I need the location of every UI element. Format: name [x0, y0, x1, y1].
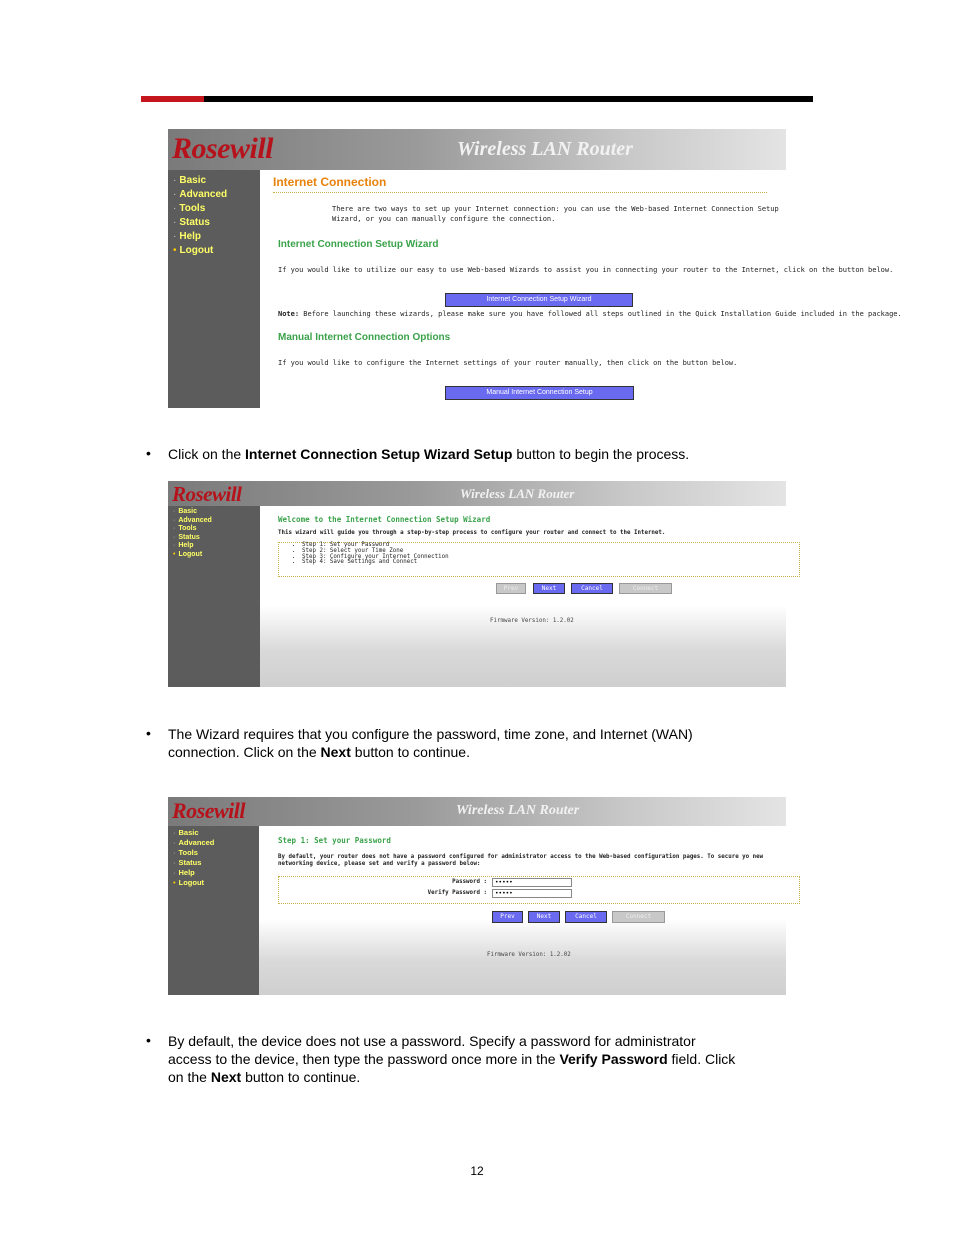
sidebar — [168, 826, 259, 995]
password-intro: By default, your router does not have a password configured for administrator access to the Web-based configuration pages. To secure yo new networking device, please set and verify a password below: — [278, 854, 764, 867]
bullet: • — [146, 445, 151, 461]
verify-password-input[interactable] — [492, 889, 572, 898]
menu-item-logout[interactable]: • Logout — [173, 878, 205, 887]
step-item: • Step 2: Select your Time Zone — [302, 549, 449, 555]
screenshot-internet-connection — [168, 129, 902, 408]
router-title: Wireless LAN Router — [457, 138, 633, 160]
menu-item-logout[interactable]: • Logout — [173, 550, 203, 558]
menu-item-basic[interactable]: · Basic — [173, 508, 198, 515]
screenshot-setup-wizard — [168, 481, 786, 687]
firmware-version: Firmware Version: 1.2.02 — [487, 952, 571, 958]
menu-item-help[interactable]: · Help — [173, 542, 194, 550]
prev-button[interactable]: Prev — [496, 583, 526, 594]
setup-wizard-button[interactable]: Internet Connection Setup Wizard — [445, 293, 633, 307]
menu-item-basic[interactable]: · Basic — [173, 828, 199, 837]
header-rule-accent — [141, 96, 204, 102]
note-text: Note: Before launching these wizards, please make sure you have followed all steps outlined in the Quick Installation Guide included in the package. — [278, 310, 902, 318]
connect-button[interactable]: Connect — [619, 583, 672, 594]
menu-item-status[interactable]: · Status — [173, 858, 202, 867]
wizard-title: Welcome to the Internet Connection Setup Wizard — [278, 515, 491, 524]
rosewill-logo: Rosewill — [172, 132, 274, 165]
password-label: Password : — [452, 879, 487, 885]
sidebar-menu — [173, 174, 227, 258]
sidebar-menu — [173, 828, 214, 888]
connect-button[interactable]: Connect — [612, 911, 665, 923]
menu-item-tools[interactable]: · Tools — [173, 525, 197, 533]
instruction-paragraph-1: Click on the Internet Connection Setup Wizard Setup button to begin the process. — [168, 446, 690, 462]
firmware-version: Firmware Version: 1.2.02 — [490, 618, 574, 624]
paragraph-line: access to the device, then type the password once more in the Verify Password field. Click — [168, 1051, 736, 1067]
bullet: • — [146, 725, 151, 741]
menu-item-help[interactable]: · Help — [173, 231, 202, 242]
router-title: Wireless LAN Router — [460, 486, 575, 501]
manual-setup-button[interactable]: Manual Internet Connection Setup — [445, 386, 634, 400]
step-item: • Step 1: Set your Password — [302, 543, 449, 549]
next-button[interactable]: Next — [528, 911, 560, 923]
verify-password-label: Verify Password : — [427, 890, 487, 896]
prev-button[interactable]: Prev — [492, 911, 523, 923]
menu-item-advanced[interactable]: · Advanced — [173, 838, 215, 847]
paragraph-line: The Wizard requires that you configure the password, time zone, and Internet (WAN) — [168, 726, 693, 742]
wizard-heading: Internet Connection Setup Wizard — [278, 239, 439, 250]
step-title: Step 1: Set your Password — [278, 836, 391, 845]
bullet: • — [146, 1032, 151, 1048]
wizard-text: If you would like to utilize our easy to use Web-based Wizards to assist you in connecting your router to the Internet, click on the button below. — [278, 266, 894, 274]
main-content — [259, 826, 786, 995]
title-divider — [273, 192, 767, 193]
menu-item-status[interactable]: · Status — [173, 217, 210, 228]
password-input[interactable] — [492, 878, 572, 887]
instruction-paragraph-2 — [168, 725, 818, 761]
menu-item-basic[interactable]: · Basic — [173, 175, 207, 186]
menu-item-status[interactable]: · Status — [173, 533, 200, 541]
rosewill-logo: Rosewill — [172, 482, 242, 506]
router-title: Wireless LAN Router — [456, 803, 580, 818]
next-button[interactable]: Next — [533, 583, 565, 594]
step-item: • Step 3: Configure your Internet Connection — [302, 555, 449, 561]
paragraph-line: By default, the device does not use a password. Specify a password for administrator — [168, 1033, 696, 1049]
page-number: 12 — [470, 1164, 484, 1178]
screenshot-set-password — [168, 797, 786, 995]
step-item: • Step 4: Save Settings and Connect — [302, 560, 449, 566]
menu-item-tools[interactable]: · Tools — [173, 203, 206, 214]
wizard-intro: This wizard will guide you through a step-by-step process to configure your router and connect to the Internet. — [278, 530, 666, 536]
cancel-button[interactable]: Cancel — [565, 911, 607, 923]
menu-item-help[interactable]: · Help — [173, 868, 195, 877]
manual-heading: Manual Internet Connection Options — [278, 332, 451, 343]
steps-list — [286, 543, 449, 566]
menu-item-advanced[interactable]: · Advanced — [173, 516, 212, 524]
instruction-paragraph-3 — [168, 1032, 818, 1086]
intro-text: There are two ways to set up your Internet connection: you can use the Web-based Internet Connection Setup Wizard, or you can manually configure the connection. — [332, 205, 779, 223]
rosewill-logo: Rosewill — [172, 798, 246, 823]
page-title: Internet Connection — [273, 175, 387, 189]
sidebar-menu — [173, 508, 212, 560]
menu-item-advanced[interactable]: · Advanced — [173, 189, 228, 200]
main-content — [260, 506, 786, 687]
menu-item-logout[interactable]: • Logout — [173, 245, 214, 256]
sidebar — [168, 506, 260, 687]
header-rule — [141, 96, 813, 102]
paragraph-line: on the Next button to continue. — [168, 1069, 361, 1085]
sidebar — [168, 170, 260, 408]
menu-item-tools[interactable]: · Tools — [173, 848, 198, 857]
cancel-button[interactable]: Cancel — [571, 583, 613, 594]
main-content — [260, 170, 902, 408]
manual-text: If you would like to configure the Internet settings of your router manually, then click on the button below. — [278, 359, 738, 367]
paragraph-line: connection. Click on the Next button to continue. — [168, 744, 470, 760]
